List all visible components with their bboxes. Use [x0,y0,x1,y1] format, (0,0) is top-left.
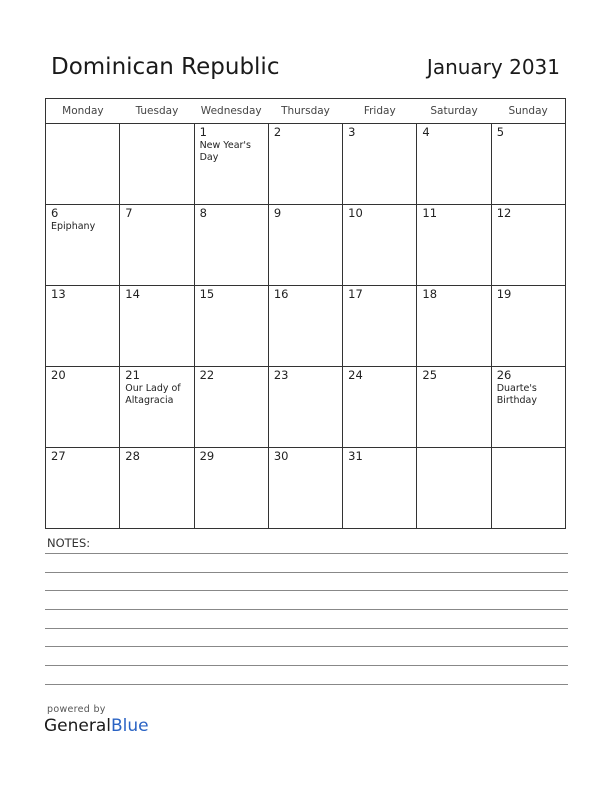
day-cell [268,448,342,529]
day-number: 21 [125,368,140,382]
day-cell [46,205,120,286]
holiday-label: New Year's Day [199,140,251,163]
day-number: 22 [199,368,215,382]
day-number: 15 [199,287,215,301]
calendar-grid [45,98,566,529]
day-cell [343,205,417,286]
day-cell [194,286,268,367]
day-cell [268,286,342,367]
day-cell [343,286,417,367]
country-title: Dominican Republic [51,54,280,80]
week-row [46,286,566,367]
note-line [45,646,568,647]
day-cell [120,367,194,448]
day-cell [268,205,342,286]
day-number: 19 [496,287,512,301]
day-number: 25 [422,368,438,382]
day-cell [491,205,565,286]
holiday-label: Epiphany [51,221,96,232]
generalblue-logo [44,716,149,736]
day-number: 31 [348,449,363,463]
day-cell [417,448,491,529]
day-cell [491,448,565,529]
day-cell [491,124,565,205]
note-line [45,609,568,610]
day-cell [417,367,491,448]
day-number: 29 [199,449,215,463]
note-line [45,590,568,591]
day-cell [417,286,491,367]
weekday-header-row [46,99,566,124]
day-cell [120,286,194,367]
brand-part-blue: Blue [111,716,149,736]
day-cell [46,367,120,448]
day-cell [194,124,268,205]
day-cell [120,448,194,529]
day-number: 11 [422,206,438,220]
note-line [45,665,568,666]
day-cell [46,448,120,529]
week-row [46,205,566,286]
week-row [46,124,566,205]
day-cell [46,124,120,205]
day-number: 17 [348,287,363,301]
holiday-label: Our Lady of Altagracia [125,383,181,406]
day-number: 3 [348,125,356,139]
day-number: 4 [422,125,430,139]
day-number: 14 [125,287,140,301]
day-cell [268,124,342,205]
week-row [46,367,566,448]
day-number: 1 [199,125,207,139]
note-line [45,572,568,573]
day-number: 30 [273,449,289,463]
day-number: 13 [51,287,66,301]
day-number: 27 [51,449,66,463]
day-number: 16 [273,287,289,301]
holiday-label: Duarte's Birthday [496,383,537,406]
day-cell [194,205,268,286]
month-title: January 2031 [426,55,560,79]
day-number: 8 [199,206,207,220]
day-number: 23 [273,368,289,382]
day-number: 5 [496,125,505,139]
day-cell [120,124,194,205]
weekday-header: Sunday [491,99,565,124]
day-number: 10 [348,206,363,220]
weekday-header: Tuesday [120,99,194,124]
weekday-header: Friday [343,99,417,124]
day-number: 2 [273,125,282,139]
day-number: 18 [422,287,438,301]
day-number: 9 [273,206,282,220]
day-number: 24 [348,368,363,382]
day-cell [417,205,491,286]
day-number: 20 [51,368,66,382]
note-line [45,553,568,554]
weekday-header: Wednesday [194,99,268,124]
day-number: 26 [496,368,512,382]
day-cell [194,448,268,529]
day-cell [343,124,417,205]
day-cell [46,286,120,367]
day-cell [343,367,417,448]
note-line [45,628,568,629]
note-line [45,684,568,685]
day-number: 28 [125,449,140,463]
day-cell [417,124,491,205]
weekday-header: Thursday [268,99,342,124]
brand-part-general: General [44,716,111,736]
weekday-header: Monday [46,99,120,124]
day-number: 6 [51,206,59,220]
day-cell [491,286,565,367]
day-cell [120,205,194,286]
day-cell [343,448,417,529]
weekday-header: Saturday [417,99,491,124]
powered-by-text: powered by [47,704,106,715]
day-number: 7 [125,206,133,220]
day-cell [491,367,565,448]
notes-label: NOTES: [47,536,91,550]
day-number: 12 [496,206,512,220]
day-cell [194,367,268,448]
day-cell [268,367,342,448]
week-row [46,448,566,529]
